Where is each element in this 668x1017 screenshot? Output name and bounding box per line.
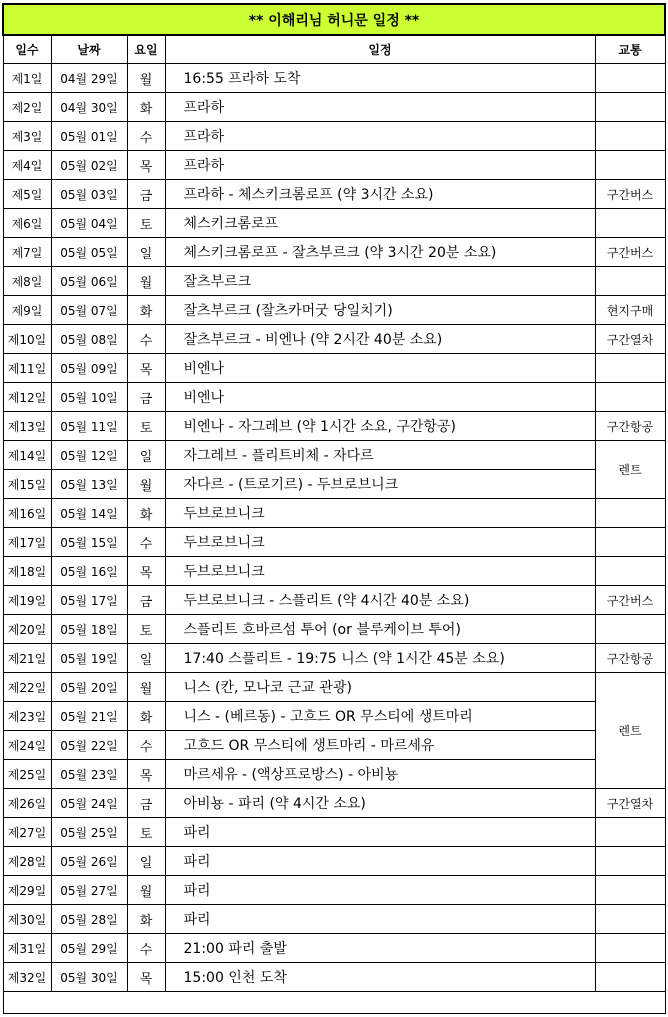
transport-cell bbox=[595, 64, 665, 93]
plan-cell: 16:55 프라하 도착 bbox=[165, 64, 595, 93]
day-cell: 제27일 bbox=[3, 818, 51, 847]
plan-cell: 프라하 bbox=[165, 151, 595, 180]
day-cell: 제16일 bbox=[3, 499, 51, 528]
table-row bbox=[3, 557, 665, 586]
date-cell: 05월 10일 bbox=[51, 383, 127, 412]
transport-cell: 구간항공 bbox=[595, 412, 665, 441]
weekday-cell: 금 bbox=[127, 383, 165, 412]
weekday-cell: 월 bbox=[127, 470, 165, 499]
transport-cell bbox=[595, 383, 665, 412]
day-cell: 제3일 bbox=[3, 122, 51, 151]
transport-cell bbox=[595, 354, 665, 383]
table-row bbox=[3, 876, 665, 905]
date-cell: 05월 17일 bbox=[51, 586, 127, 615]
plan-cell: 파리 bbox=[165, 876, 595, 905]
plan-cell: 아비뇽 - 파리 (약 4시간 소요) bbox=[165, 789, 595, 818]
transport-cell bbox=[595, 122, 665, 151]
date-cell: 05월 16일 bbox=[51, 557, 127, 586]
transport-cell bbox=[595, 615, 665, 644]
transport-cell bbox=[595, 209, 665, 238]
table-row bbox=[3, 818, 665, 847]
transport-cell bbox=[595, 151, 665, 180]
empty-cell bbox=[3, 992, 665, 1014]
day-cell: 제5일 bbox=[3, 180, 51, 209]
weekday-cell: 금 bbox=[127, 180, 165, 209]
day-cell: 제8일 bbox=[3, 267, 51, 296]
plan-cell: 17:40 스플리트 - 19:75 니스 (약 1시간 45분 소요) bbox=[165, 644, 595, 673]
date-cell: 05월 28일 bbox=[51, 905, 127, 934]
transport-cell: 렌트 bbox=[595, 441, 665, 499]
date-cell: 05월 22일 bbox=[51, 731, 127, 760]
transport-cell: 현지구매 bbox=[595, 296, 665, 325]
plan-cell: 자다르 - (트로기르) - 두브로브니크 bbox=[165, 470, 595, 499]
table-row bbox=[3, 412, 665, 441]
weekday-cell: 월 bbox=[127, 267, 165, 296]
table-row bbox=[3, 296, 665, 325]
weekday-cell: 수 bbox=[127, 934, 165, 963]
day-cell: 제30일 bbox=[3, 905, 51, 934]
date-cell: 05월 01일 bbox=[51, 122, 127, 151]
day-cell: 제12일 bbox=[3, 383, 51, 412]
header-day: 일수 bbox=[3, 35, 51, 64]
table-row bbox=[3, 325, 665, 354]
transport-cell bbox=[595, 818, 665, 847]
day-cell: 제24일 bbox=[3, 731, 51, 760]
table-row bbox=[3, 586, 665, 615]
transport-cell: 렌트 bbox=[595, 673, 665, 789]
header-plan: 일정 bbox=[165, 35, 595, 64]
day-cell: 제10일 bbox=[3, 325, 51, 354]
date-cell: 05월 09일 bbox=[51, 354, 127, 383]
plan-cell: 잘츠부르크 - 비엔나 (약 2시간 40분 소요) bbox=[165, 325, 595, 354]
day-cell: 제28일 bbox=[3, 847, 51, 876]
date-cell: 05월 12일 bbox=[51, 441, 127, 470]
transport-cell bbox=[595, 963, 665, 992]
plan-cell: 잘츠부르크 (잘츠카머굿 당일치기) bbox=[165, 296, 595, 325]
weekday-cell: 목 bbox=[127, 354, 165, 383]
weekday-cell: 토 bbox=[127, 209, 165, 238]
date-cell: 05월 18일 bbox=[51, 615, 127, 644]
plan-cell: 마르세유 - (액상프로방스) - 아비뇽 bbox=[165, 760, 595, 789]
plan-cell: 니스 - (베르동) - 고흐드 OR 무스티에 생트마리 bbox=[165, 702, 595, 731]
date-cell: 05월 21일 bbox=[51, 702, 127, 731]
weekday-cell: 목 bbox=[127, 557, 165, 586]
table-row bbox=[3, 934, 665, 963]
table-row bbox=[3, 383, 665, 412]
day-cell: 제13일 bbox=[3, 412, 51, 441]
table-row bbox=[3, 673, 665, 702]
weekday-cell: 수 bbox=[127, 325, 165, 354]
table-row bbox=[3, 702, 665, 731]
weekday-cell: 일 bbox=[127, 441, 165, 470]
date-cell: 05월 15일 bbox=[51, 528, 127, 557]
itinerary-rows bbox=[3, 64, 665, 1014]
transport-cell: 구간버스 bbox=[595, 238, 665, 267]
table-row bbox=[3, 209, 665, 238]
date-cell: 05월 02일 bbox=[51, 151, 127, 180]
date-cell: 04월 30일 bbox=[51, 93, 127, 122]
weekday-cell: 월 bbox=[127, 876, 165, 905]
transport-cell bbox=[595, 267, 665, 296]
date-cell: 04월 29일 bbox=[51, 64, 127, 93]
table-row bbox=[3, 267, 665, 296]
plan-cell: 비엔나 - 자그레브 (약 1시간 소요, 구간항공) bbox=[165, 412, 595, 441]
plan-cell: 두브로브니크 bbox=[165, 499, 595, 528]
table-row bbox=[3, 151, 665, 180]
weekday-cell: 일 bbox=[127, 238, 165, 267]
plan-cell: 체스키크롬로프 - 잘츠부르크 (약 3시간 20분 소요) bbox=[165, 238, 595, 267]
date-cell: 05월 11일 bbox=[51, 412, 127, 441]
transport-cell: 구간항공 bbox=[595, 644, 665, 673]
table-row bbox=[3, 731, 665, 760]
transport-cell bbox=[595, 499, 665, 528]
transport-cell bbox=[595, 557, 665, 586]
plan-cell: 파리 bbox=[165, 818, 595, 847]
table-row bbox=[3, 760, 665, 789]
date-cell: 05월 20일 bbox=[51, 673, 127, 702]
table-row bbox=[3, 470, 665, 499]
weekday-cell: 일 bbox=[127, 644, 165, 673]
plan-cell: 파리 bbox=[165, 847, 595, 876]
date-cell: 05월 25일 bbox=[51, 818, 127, 847]
date-cell: 05월 26일 bbox=[51, 847, 127, 876]
plan-cell: 잘츠부르크 bbox=[165, 267, 595, 296]
transport-cell: 구간버스 bbox=[595, 586, 665, 615]
table-row bbox=[3, 64, 665, 93]
weekday-cell: 목 bbox=[127, 963, 165, 992]
weekday-cell: 토 bbox=[127, 615, 165, 644]
transport-cell: 구간열차 bbox=[595, 789, 665, 818]
table-row bbox=[3, 905, 665, 934]
date-cell: 05월 19일 bbox=[51, 644, 127, 673]
empty-row bbox=[3, 992, 665, 1014]
weekday-cell: 화 bbox=[127, 499, 165, 528]
table-row bbox=[3, 441, 665, 470]
day-cell: 제25일 bbox=[3, 760, 51, 789]
weekday-cell: 화 bbox=[127, 702, 165, 731]
day-cell: 제11일 bbox=[3, 354, 51, 383]
date-cell: 05월 30일 bbox=[51, 963, 127, 992]
sheet-title: ** 이해리님 허니문 일정 ** bbox=[3, 4, 665, 35]
table-row bbox=[3, 847, 665, 876]
transport-cell bbox=[595, 93, 665, 122]
day-cell: 제22일 bbox=[3, 673, 51, 702]
day-cell: 제21일 bbox=[3, 644, 51, 673]
day-cell: 제9일 bbox=[3, 296, 51, 325]
plan-cell: 프라하 bbox=[165, 122, 595, 151]
day-cell: 제6일 bbox=[3, 209, 51, 238]
transport-cell bbox=[595, 934, 665, 963]
date-cell: 05월 06일 bbox=[51, 267, 127, 296]
date-cell: 05월 08일 bbox=[51, 325, 127, 354]
weekday-cell: 수 bbox=[127, 122, 165, 151]
transport-cell bbox=[595, 847, 665, 876]
plan-cell: 프라하 - 체스키크롬로프 (약 3시간 소요) bbox=[165, 180, 595, 209]
weekday-cell: 일 bbox=[127, 847, 165, 876]
weekday-cell: 수 bbox=[127, 528, 165, 557]
itinerary-table bbox=[2, 3, 666, 1014]
day-cell: 제15일 bbox=[3, 470, 51, 499]
plan-cell: 비엔나 bbox=[165, 383, 595, 412]
weekday-cell: 목 bbox=[127, 151, 165, 180]
weekday-cell: 금 bbox=[127, 789, 165, 818]
plan-cell: 21:00 파리 출발 bbox=[165, 934, 595, 963]
day-cell: 제23일 bbox=[3, 702, 51, 731]
header-row bbox=[3, 35, 665, 64]
day-cell: 제31일 bbox=[3, 934, 51, 963]
table-row bbox=[3, 644, 665, 673]
date-cell: 05월 04일 bbox=[51, 209, 127, 238]
weekday-cell: 화 bbox=[127, 296, 165, 325]
day-cell: 제20일 bbox=[3, 615, 51, 644]
plan-cell: 파리 bbox=[165, 905, 595, 934]
table-row bbox=[3, 122, 665, 151]
plan-cell: 체스키크롬로프 bbox=[165, 209, 595, 238]
plan-cell: 고흐드 OR 무스티에 생트마리 - 마르세유 bbox=[165, 731, 595, 760]
weekday-cell: 수 bbox=[127, 731, 165, 760]
date-cell: 05월 24일 bbox=[51, 789, 127, 818]
date-cell: 05월 14일 bbox=[51, 499, 127, 528]
day-cell: 제32일 bbox=[3, 963, 51, 992]
itinerary-sheet bbox=[2, 3, 664, 1014]
date-cell: 05월 27일 bbox=[51, 876, 127, 905]
plan-cell: 두브로브니크 - 스플리트 (약 4시간 40분 소요) bbox=[165, 586, 595, 615]
plan-cell: 니스 (칸, 모나코 근교 관광) bbox=[165, 673, 595, 702]
header-dow: 요일 bbox=[127, 35, 165, 64]
date-cell: 05월 13일 bbox=[51, 470, 127, 499]
weekday-cell: 월 bbox=[127, 64, 165, 93]
plan-cell: 두브로브니크 bbox=[165, 528, 595, 557]
weekday-cell: 월 bbox=[127, 673, 165, 702]
table-row bbox=[3, 963, 665, 992]
weekday-cell: 화 bbox=[127, 905, 165, 934]
date-cell: 05월 29일 bbox=[51, 934, 127, 963]
plan-cell: 비엔나 bbox=[165, 354, 595, 383]
day-cell: 제19일 bbox=[3, 586, 51, 615]
transport-cell: 구간버스 bbox=[595, 180, 665, 209]
weekday-cell: 화 bbox=[127, 93, 165, 122]
day-cell: 제2일 bbox=[3, 93, 51, 122]
day-cell: 제18일 bbox=[3, 557, 51, 586]
plan-cell: 프라하 bbox=[165, 93, 595, 122]
weekday-cell: 토 bbox=[127, 412, 165, 441]
table-row bbox=[3, 615, 665, 644]
day-cell: 제29일 bbox=[3, 876, 51, 905]
weekday-cell: 토 bbox=[127, 818, 165, 847]
table-row bbox=[3, 238, 665, 267]
day-cell: 제14일 bbox=[3, 441, 51, 470]
table-row bbox=[3, 499, 665, 528]
table-row bbox=[3, 180, 665, 209]
transport-cell bbox=[595, 876, 665, 905]
table-row bbox=[3, 354, 665, 383]
date-cell: 05월 05일 bbox=[51, 238, 127, 267]
day-cell: 제26일 bbox=[3, 789, 51, 818]
date-cell: 05월 03일 bbox=[51, 180, 127, 209]
table-row bbox=[3, 789, 665, 818]
plan-cell: 15:00 인천 도착 bbox=[165, 963, 595, 992]
plan-cell: 두브로브니크 bbox=[165, 557, 595, 586]
table-row bbox=[3, 93, 665, 122]
transport-cell: 구간열차 bbox=[595, 325, 665, 354]
day-cell: 제4일 bbox=[3, 151, 51, 180]
day-cell: 제17일 bbox=[3, 528, 51, 557]
transport-cell bbox=[595, 905, 665, 934]
day-cell: 제7일 bbox=[3, 238, 51, 267]
header-date: 날짜 bbox=[51, 35, 127, 64]
header-transport: 교통 bbox=[595, 35, 665, 64]
date-cell: 05월 23일 bbox=[51, 760, 127, 789]
table-row bbox=[3, 528, 665, 557]
transport-cell bbox=[595, 528, 665, 557]
day-cell: 제1일 bbox=[3, 64, 51, 93]
plan-cell: 스플리트 흐바르섬 투어 (or 블루케이브 투어) bbox=[165, 615, 595, 644]
date-cell: 05월 07일 bbox=[51, 296, 127, 325]
weekday-cell: 목 bbox=[127, 760, 165, 789]
title-row bbox=[3, 4, 665, 35]
plan-cell: 자그레브 - 플리트비체 - 자다르 bbox=[165, 441, 595, 470]
weekday-cell: 금 bbox=[127, 586, 165, 615]
